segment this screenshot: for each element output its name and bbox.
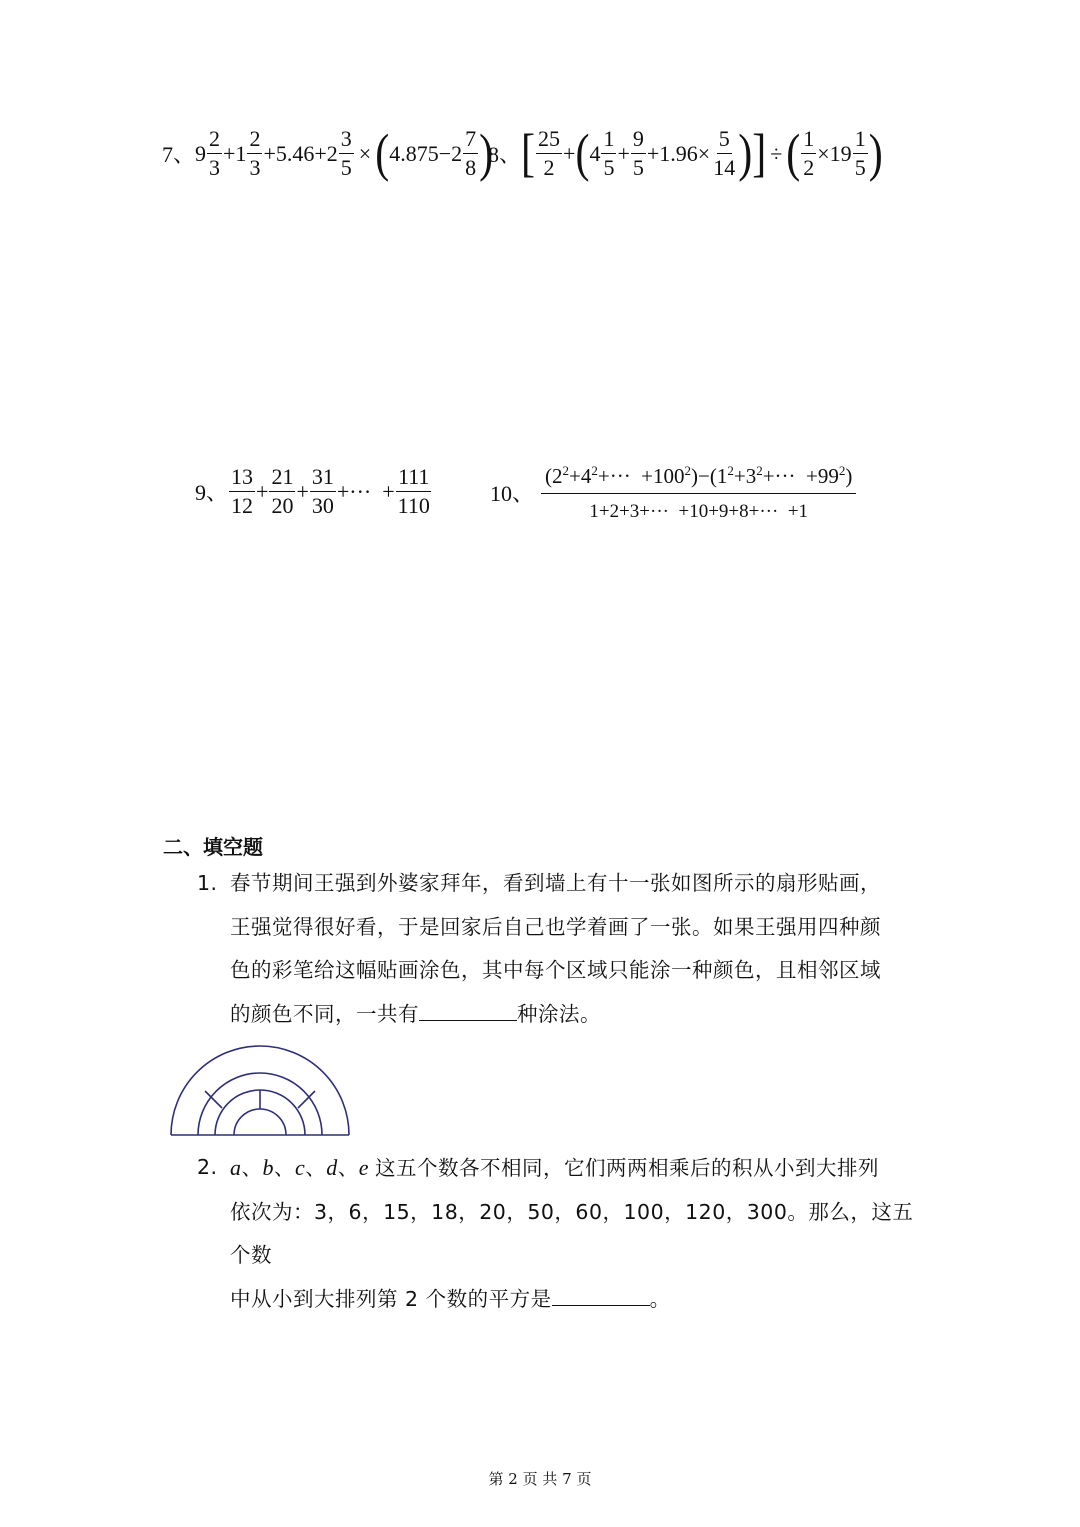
problem-2-line-1: a、b、c、d、e 这五个数各不相同，它们两两相乘后的积从小到大排列 — [230, 1155, 880, 1180]
q8-fraction-3: $\frac{9}{5}$ — [632, 126, 644, 180]
problem-2-line-2: 依次为：3，6，15，18，20，50，60，100，120，300。那么，这五个数 — [230, 1199, 914, 1267]
q9-plus-2: + — [296, 478, 309, 504]
q8-left-paren: ( — [575, 124, 590, 183]
q7-right-paren: ) — [479, 124, 494, 183]
q8-plus-1: + — [563, 140, 576, 166]
question-7 — [162, 124, 494, 183]
inner-arc — [234, 1109, 286, 1135]
q7-middle: +5.46+2 — [263, 140, 338, 166]
q9-fraction-2: $\frac{21}{20}$ — [271, 464, 294, 518]
q8-right-paren-2: ) — [868, 124, 883, 183]
q9-dots: +··· + — [336, 478, 395, 504]
q10-label: 10、 — [490, 481, 535, 506]
q8-right-bracket: ] — [752, 124, 767, 183]
q9-plus-1: + — [256, 478, 269, 504]
problem-1-number: 1. — [197, 871, 218, 895]
problem-1-text — [230, 862, 930, 1036]
answer-blank-2[interactable] — [552, 1287, 650, 1306]
q8-left-bracket: [ — [521, 124, 536, 183]
q7-fraction-2: $\frac{2}{3}$ — [249, 126, 261, 180]
problem-1-line-2: 王强觉得很好看，于是回家后自己也学着画了一张。如果王强用四种颜 — [230, 914, 881, 939]
q9-fraction-3: $\frac{31}{30}$ — [311, 464, 334, 518]
question-8 — [488, 124, 883, 183]
page-footer: 第 2 页 共 7 页 — [488, 1470, 592, 1488]
q8-fraction-2: $\frac{1}{5}$ — [603, 126, 615, 180]
problem-1-line-1: 春节期间王强到外婆家拜年，看到墙上有十一张如图所示的扇形贴画， — [230, 871, 881, 895]
q8-whole-2: 4 — [589, 140, 601, 166]
q7-fraction-1: $\frac{2}{3}$ — [209, 126, 221, 180]
q7-inner: 4.875−2 — [389, 140, 463, 166]
q10-fraction — [541, 464, 856, 521]
problem-2-number: 2. — [197, 1155, 218, 1179]
q8-left-paren-2: ( — [786, 124, 801, 183]
problem-2-text — [230, 1146, 930, 1321]
q7-fraction-3: $\frac{3}{5}$ — [340, 126, 352, 180]
problem-2-line-3: 中从小到大排列第 2 个数的平方是 。 — [230, 1286, 671, 1311]
question-9 — [195, 466, 433, 517]
q8-label: 8、 — [488, 142, 522, 167]
problem-1-line-3: 色的彩笔给这幅贴画涂色，其中每个区域只能涂一种颜色，且相邻区域 — [230, 958, 881, 982]
section-title: 二、填空题 — [163, 835, 263, 859]
q8-right-paren: ) — [738, 124, 753, 183]
q8-fraction-6: $\frac{1}{5}$ — [854, 126, 866, 180]
q9-label: 9、 — [195, 480, 229, 505]
question-10 — [490, 464, 857, 521]
q9-fraction-1: $\frac{13}{12}$ — [231, 464, 254, 518]
q8-divide: ÷ — [770, 140, 783, 166]
q8-fraction-1: $\frac{25}{2}$ — [538, 126, 561, 180]
q7-op-1: +1 — [223, 140, 247, 166]
q7-label: 7、 — [162, 142, 196, 167]
problem-1-line-4: 的颜色不同，一共有 种涂法。 — [230, 1001, 601, 1026]
q8-fraction-5: $\frac{1}{2}$ — [803, 126, 815, 180]
q10-denominator: 1+2+3+··· +10+9+8+··· +1 — [589, 501, 809, 522]
fan-diagram — [165, 1040, 355, 1140]
q7-whole-1: 9 — [195, 140, 207, 166]
answer-blank-1[interactable] — [419, 1002, 517, 1021]
q8-times: ×19 — [817, 140, 852, 166]
q8-middle: +1.96× — [646, 140, 711, 166]
q7-times: × — [358, 140, 372, 166]
q9-fraction-4: $\frac{111}{110}$ — [397, 464, 430, 518]
q7-left-paren: ( — [375, 124, 390, 183]
q10-numerator: $(2^2+4^2+\cdot\cdot\cdot +100^2)-(1^2+3^2+\cdot\cdot\cdot +99^2)$ — [541, 464, 856, 494]
q8-plus-2: + — [617, 140, 630, 166]
q7-fraction-4: $\frac{7}{8}$ — [465, 126, 477, 180]
q8-fraction-4: $\frac{5}{14}$ — [713, 126, 736, 180]
